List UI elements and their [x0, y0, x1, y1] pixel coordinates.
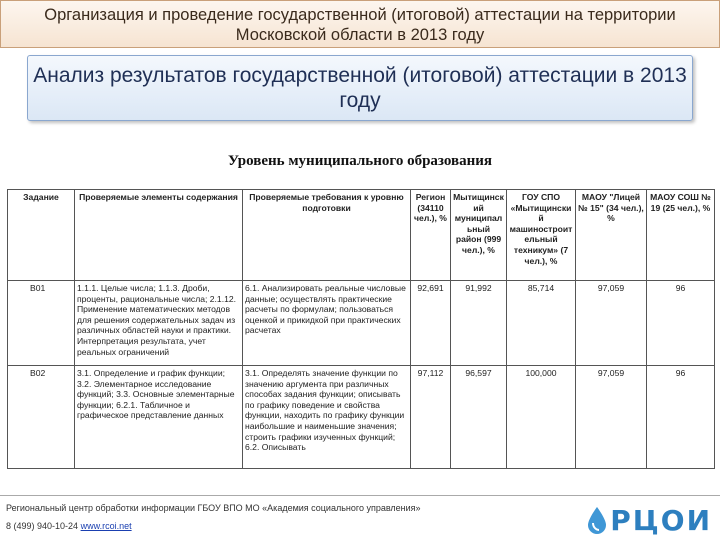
- column-header-content: Проверяемые элементы содержания: [75, 190, 243, 281]
- column-header-lyceum: МАОУ "Лицей № 15" (34 чел.), %: [576, 190, 647, 281]
- footer-phone: 8 (499) 940-10-24: [6, 521, 79, 531]
- rcoi-logo: [584, 504, 712, 536]
- level-heading: Уровень муниципального образования: [228, 153, 492, 169]
- logo-text: РЦОИ: [610, 503, 712, 537]
- college-value-cell: 85,714: [507, 281, 576, 366]
- footer-website-link[interactable]: www.rcoi.net: [80, 521, 132, 531]
- footer-organization: Региональный центр обработки информации ГБОУ ВПО МО «Академия социального управления»: [6, 503, 421, 513]
- requirements-cell: 6.1. Анализировать реальные числовые данные; осуществлять практические расчеты по формулам; пользоваться оценкой и прикидкой при практических расчетах: [243, 281, 411, 366]
- column-header-school: МАОУ СОШ № 19 (25 чел.), %: [647, 190, 715, 281]
- column-header-college: ГОУ СПО «Мытищинский машиностроительный техникум» (7 чел.), %: [507, 190, 576, 281]
- results-table: [7, 189, 715, 469]
- district-value-cell: 91,992: [451, 281, 507, 366]
- table-row: [8, 366, 715, 469]
- footer-contacts: [6, 521, 132, 531]
- column-header-task: Задание: [8, 190, 75, 281]
- region-value-cell: 97,112: [411, 366, 451, 469]
- page-subtitle: Анализ результатов государственной (итоговой) аттестации в 2013 году: [33, 64, 687, 112]
- water-drop-icon: [584, 505, 610, 535]
- requirements-cell: 3.1. Определять значение функции по значению аргумента при различных способах задания функции; описывать по графику поведение и свойства функции, находить по графику функции наибольшие и наименьшие значения; строить графики изученных функций; 6.2. Описывать: [243, 366, 411, 469]
- region-value-cell: 92,691: [411, 281, 451, 366]
- content-cell: 1.1.1. Целые числа; 1.1.3. Дроби, проценты, рациональные числа; 2.1.12. Применение математических методов для решения содержательных задач из различных областей науки и практики. Интерпретация результата, учет реальных ограничений: [75, 281, 243, 366]
- column-header-requirements: Проверяемые требования к уровню подготовки: [243, 190, 411, 281]
- district-value-cell: 96,597: [451, 366, 507, 469]
- task-code-cell: B01: [8, 281, 75, 366]
- subtitle-banner: [27, 55, 693, 121]
- school-value-cell: 96: [647, 366, 715, 469]
- lyceum-value-cell: 97,059: [576, 281, 647, 366]
- header-title: Организация и проведение государственной (итоговой) аттестации на территории Московской области в 2013 году: [44, 6, 676, 44]
- lyceum-value-cell: 97,059: [576, 366, 647, 469]
- content-cell: 3.1. Определение и график функции; 3.2. Элементарное исследование функций; 3.3. Основные элементарные функции; 6.2.1. Табличное и графическое представление данных: [75, 366, 243, 469]
- footer: [0, 495, 720, 541]
- column-header-district: Мытищинский муниципальный район (999 чел.), %: [451, 190, 507, 281]
- school-value-cell: 96: [647, 281, 715, 366]
- header-banner: [0, 0, 720, 48]
- table-row: [8, 281, 715, 366]
- college-value-cell: 100,000: [507, 366, 576, 469]
- column-header-region: Регион (34110 чел.), %: [411, 190, 451, 281]
- table-header-row: [8, 190, 715, 281]
- task-code-cell: B02: [8, 366, 75, 469]
